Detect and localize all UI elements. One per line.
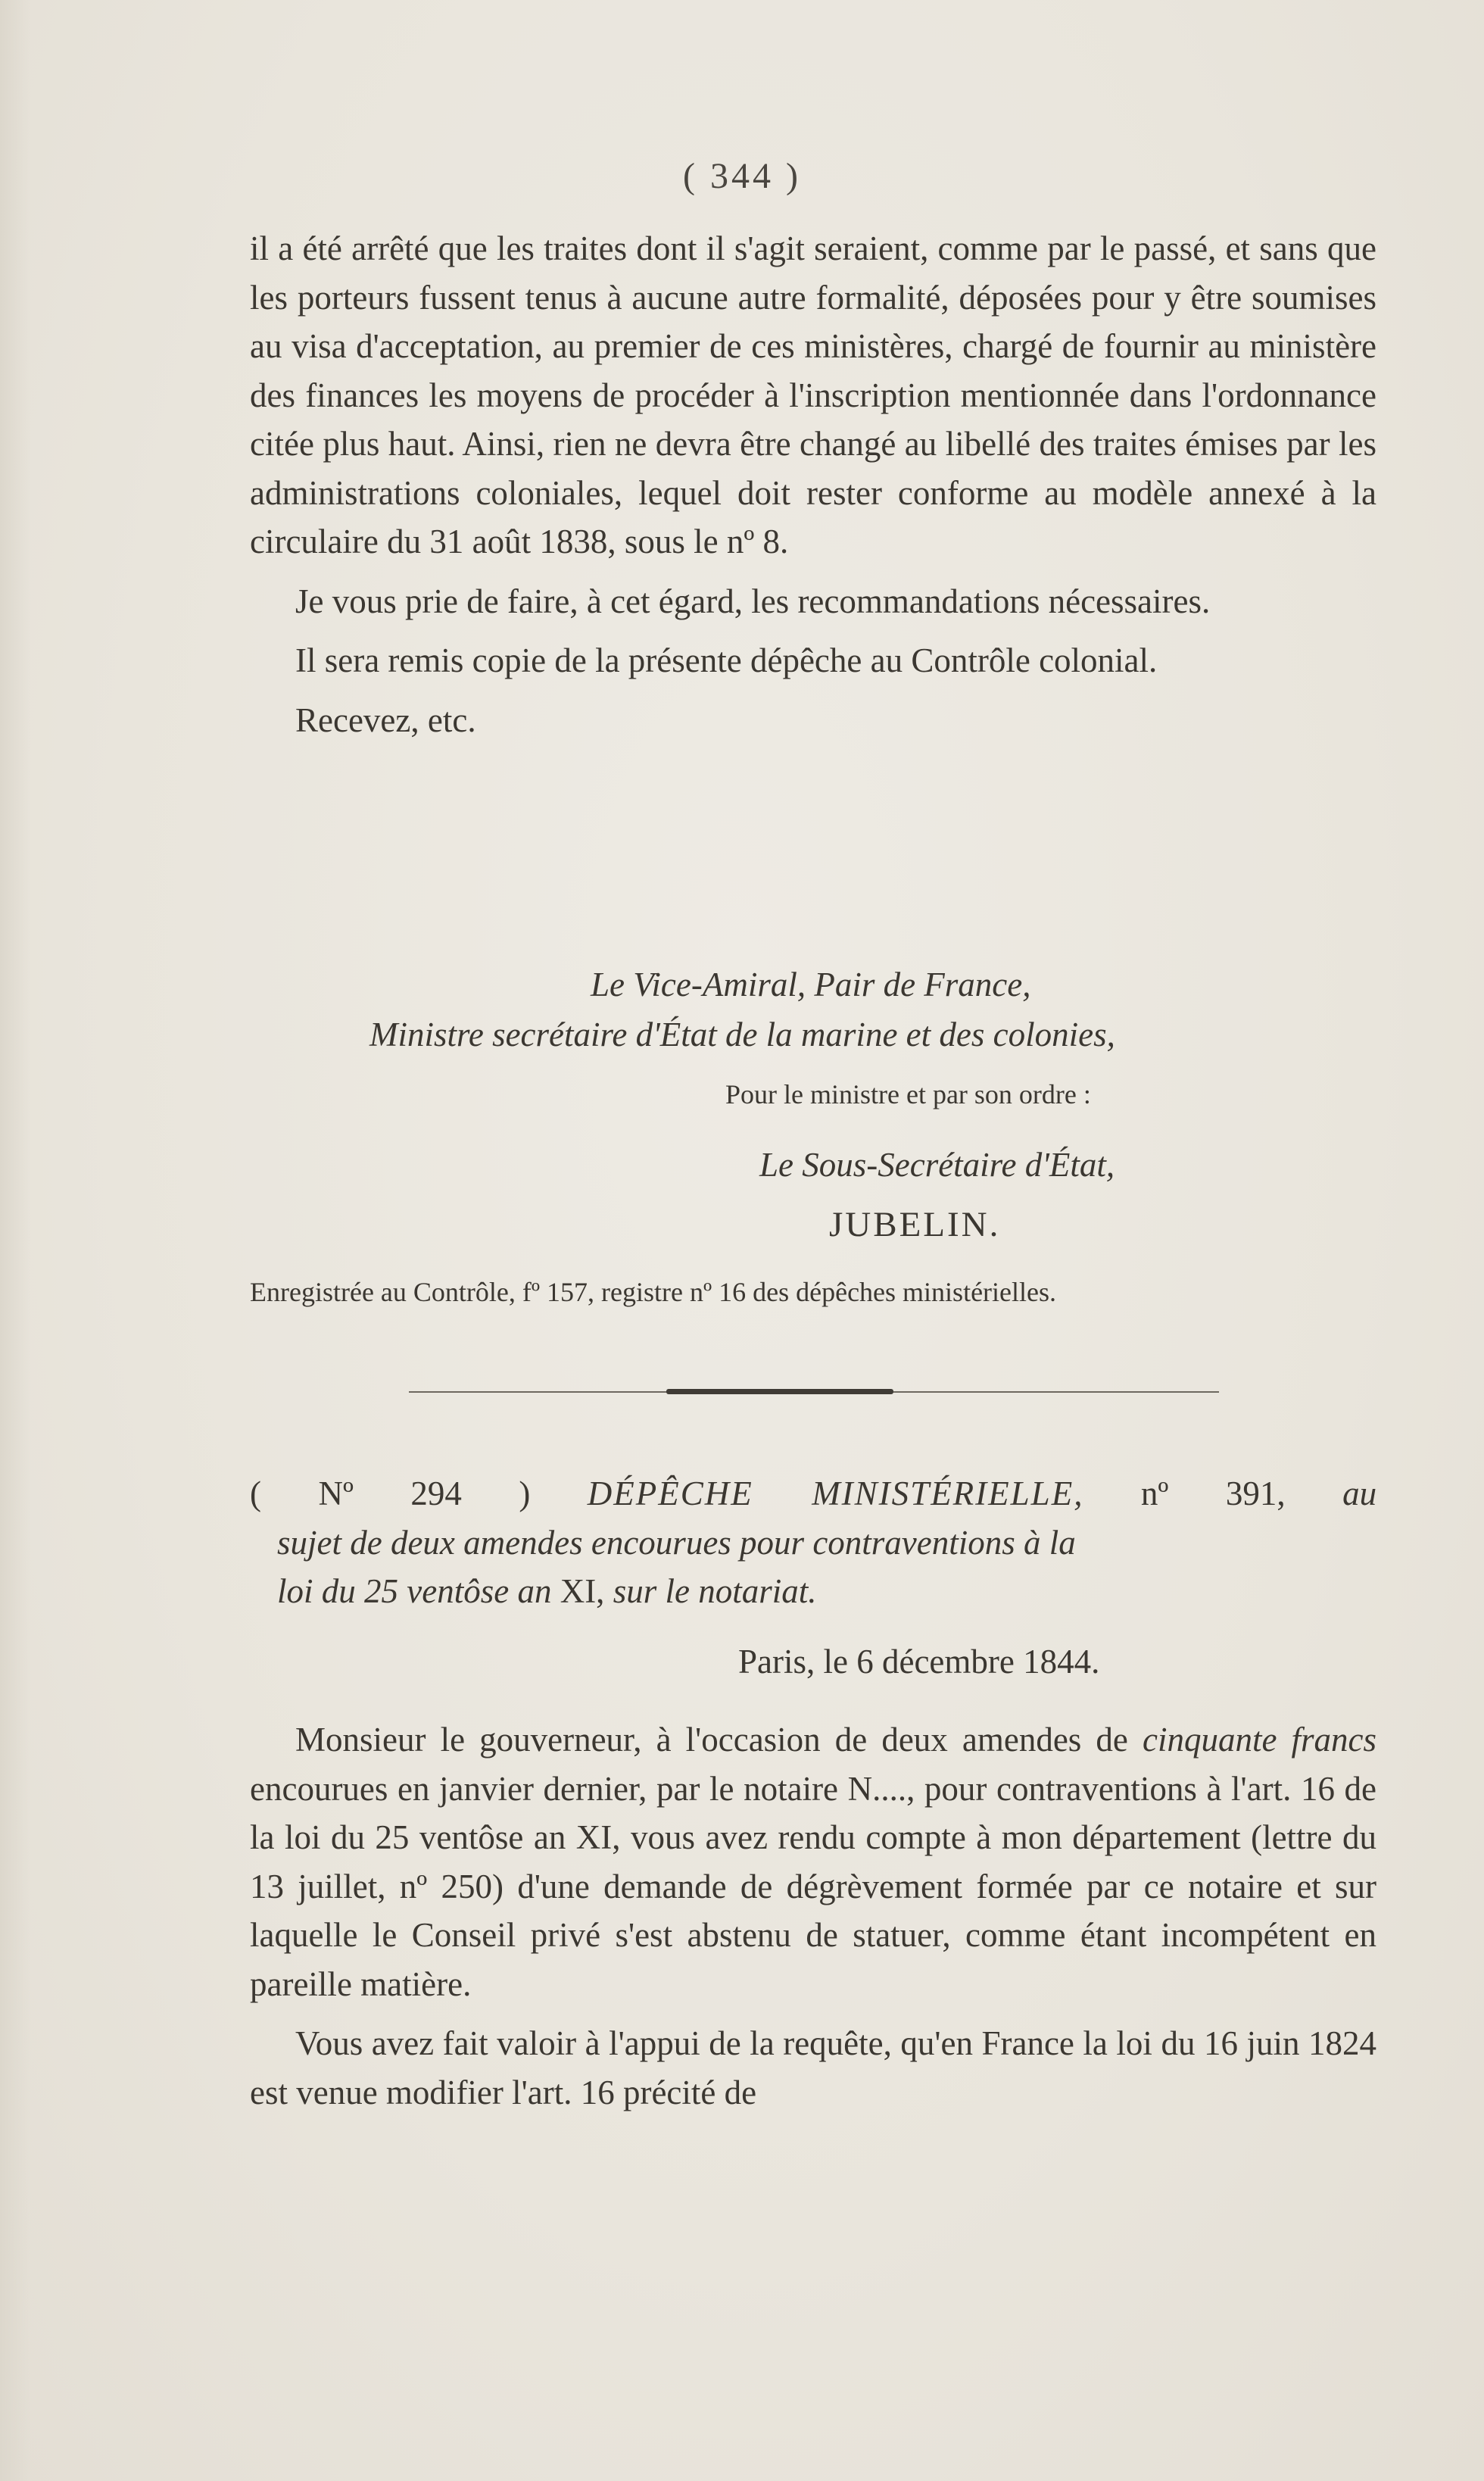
dispatch-date: Paris, le 6 décembre 1844.	[738, 1643, 1100, 1681]
signature-title-line-3: Le Sous-Secrétaire d'État,	[759, 1146, 1115, 1184]
paragraph-4: Recevez, etc.	[295, 701, 476, 739]
paragraph-5-end: encourues en janvier dernier, par le notaire N...., pour contraventions à l'art. 16 de la loi du 25 ventôse an XI, vous avez rendu compte à mon département (lettre du 13 juillet, nº 250) d'une demande de dégrèvement formée par ce notaire et sur laquelle le Conseil privé s'est abstenu de statuer, comme étant incompétent en pareille matière.	[250, 1769, 1376, 2003]
paragraph-1: il a été arrêté que les traites dont il s'agit seraient, comme par le passé, et sans que les porteurs fussent tenus à aucune autre formalité, déposées pour y être soumises au visa d'acceptation, au premier de ces ministères, chargé de fournir au ministère des finances les moyens de procéder à l'inscription mentionnée dans l'ordonnance citée plus haut. Ainsi, rien ne devra être changé au libellé des traites émises par les administrations coloniales, lequel doit rester conforme au modèle annexé à la circulaire du 31 août 1838, sous le nº 8.	[250, 229, 1376, 560]
heading-line-3c: sur le notariat.	[613, 1572, 817, 1610]
page-fold-shadow	[0, 0, 30, 2481]
dispatch-heading	[250, 1469, 1376, 1616]
signature-name: JUBELIN.	[829, 1205, 1001, 1244]
dispatch-title: DÉPÊCHE MINISTÉRIELLE,	[587, 1475, 1084, 1512]
paragraph-5	[250, 1715, 1376, 2008]
dispatch-reference: nº 391,	[1140, 1475, 1286, 1512]
paragraph-5-italic: cinquante francs	[1142, 1721, 1377, 1759]
text-block-1	[250, 224, 1376, 744]
signature-title-line-2: Ministre secrétaire d'État de la marine et des colonies,	[369, 1016, 1115, 1053]
heading-line-2: sujet de deux amendes encourues pour contraventions à la	[277, 1523, 1076, 1562]
heading-line-3b: XI,	[560, 1572, 605, 1610]
signature-order-line: Pour le ministre et par son ordre :	[725, 1079, 1091, 1109]
dispatch-au: au	[1342, 1475, 1377, 1512]
registry-note: Enregistrée au Contrôle, fº 157, registre nº 16 des dépêches ministérielles.	[250, 1277, 1057, 1307]
heading-line-1	[250, 1469, 1376, 1518]
signature-title-line-1: Le Vice-Amiral, Pair de France,	[591, 966, 1031, 1003]
text-block-2	[250, 1715, 1376, 2117]
paragraph-2: Je vous prie de faire, à cet égard, les recommandations nécessaires.	[295, 582, 1211, 620]
paragraph-6: Vous avez fait valoir à l'appui de la requête, qu'en France la loi du 16 juin 1824 est venue modifier l'art. 16 précité de	[250, 2024, 1376, 2111]
paragraph-3: Il sera remis copie de la présente dépêche au Contrôle colonial.	[295, 641, 1158, 679]
paragraph-5-start: Monsieur le gouverneur, à l'occasion de deux amendes de	[295, 1721, 1143, 1759]
heading-line-3	[250, 1567, 1376, 1616]
section-divider-center	[666, 1389, 893, 1394]
dispatch-number: ( Nº 294 )	[250, 1475, 531, 1512]
page-number: ( 344 )	[683, 156, 801, 196]
heading-line-3a: loi du 25 ventôse an	[277, 1572, 552, 1610]
